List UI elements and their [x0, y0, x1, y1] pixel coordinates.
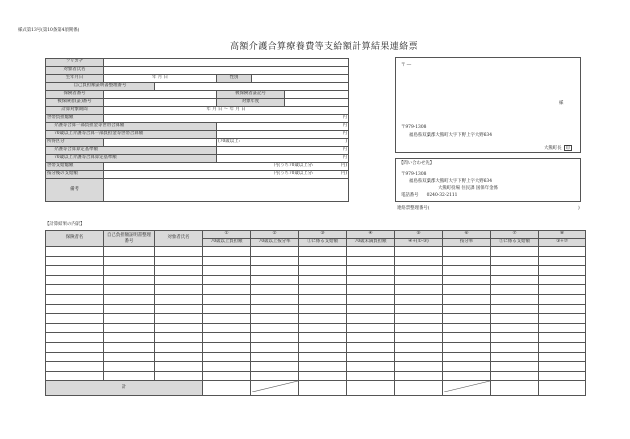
insurer-no-label: 保険者番号: [46, 91, 104, 99]
detail-cell[interactable]: [155, 352, 203, 362]
total-cell[interactable]: [491, 381, 539, 395]
detail-cell[interactable]: [251, 285, 299, 295]
detail-cell[interactable]: [299, 285, 347, 295]
detail-cell[interactable]: [104, 247, 155, 257]
detail-cell[interactable]: [443, 304, 491, 314]
detail-cell[interactable]: [251, 256, 299, 266]
table-row: [46, 256, 586, 266]
detail-table: [45, 230, 586, 396]
detail-cell[interactable]: [299, 333, 347, 343]
total-cell[interactable]: [395, 381, 443, 395]
table-row: [46, 352, 586, 362]
detail-cell[interactable]: [395, 256, 443, 266]
detail-cell[interactable]: [155, 275, 203, 285]
detail-cell[interactable]: [46, 275, 104, 285]
detail-cell[interactable]: [251, 362, 299, 372]
pay-subject-label: 按分後の支給額: [46, 171, 104, 179]
detail-cell[interactable]: [251, 342, 299, 352]
detail-cell[interactable]: [155, 285, 203, 295]
seal-icon: 印: [565, 145, 570, 150]
detail-cell[interactable]: [443, 342, 491, 352]
detail-cell[interactable]: [299, 314, 347, 324]
detail-cell[interactable]: [251, 275, 299, 285]
detail-cell[interactable]: [46, 314, 104, 324]
table-row: [46, 304, 586, 314]
detail-cell[interactable]: [104, 323, 155, 333]
detail-cell[interactable]: [155, 362, 203, 372]
total-label: 計: [46, 381, 203, 395]
detail-cell[interactable]: [395, 266, 443, 276]
table-row: [46, 323, 586, 333]
income-field[interactable]: [104, 139, 217, 147]
detail-cell[interactable]: [443, 352, 491, 362]
col-num-6: ⑥: [443, 231, 491, 239]
insured-symbol-field[interactable]: [285, 91, 349, 99]
table-row: [46, 294, 586, 304]
total-cell[interactable]: [299, 381, 347, 395]
detail-cell[interactable]: [539, 342, 586, 352]
detail-cell[interactable]: [395, 371, 443, 381]
name-label: 対象者氏名: [46, 67, 104, 75]
honorific: 様: [559, 101, 564, 106]
issuer-name: 大熊町長 印: [544, 145, 570, 151]
ins-no-field[interactable]: [104, 99, 217, 107]
detail-cell[interactable]: [46, 285, 104, 295]
detail-cell[interactable]: [539, 333, 586, 343]
col-num-7: ⑦: [491, 231, 539, 239]
total-cell[interactable]: [539, 381, 586, 395]
detail-cell[interactable]: [539, 275, 586, 285]
reference-number-close: ): [578, 206, 580, 211]
detail-cell[interactable]: [104, 294, 155, 304]
detail-cell[interactable]: [347, 342, 395, 352]
detail-cell[interactable]: [395, 342, 443, 352]
detail-cell[interactable]: [203, 371, 251, 381]
detail-cell[interactable]: [155, 314, 203, 324]
name-field[interactable]: [104, 67, 349, 75]
detail-cell[interactable]: [539, 285, 586, 295]
detail-cell[interactable]: [539, 294, 586, 304]
detail-cell[interactable]: [155, 304, 203, 314]
detail-cell[interactable]: [104, 275, 155, 285]
detail-heading: 【計算結果の内訳】: [45, 222, 85, 227]
table-row: [46, 314, 586, 324]
detail-cell[interactable]: [491, 294, 539, 304]
detail-cell[interactable]: [203, 266, 251, 276]
detail-cell[interactable]: [443, 333, 491, 343]
detail-cell[interactable]: [395, 352, 443, 362]
detail-cell[interactable]: [46, 371, 104, 381]
issuer-postal: 〒979-1308: [401, 125, 427, 130]
detail-cell[interactable]: [46, 362, 104, 372]
detail-cell[interactable]: [155, 342, 203, 352]
detail-cell[interactable]: [104, 266, 155, 276]
detail-cell[interactable]: [491, 304, 539, 314]
detail-cell[interactable]: [104, 285, 155, 295]
pay-insurer-amount: 円(うち70歳以上分: 円): [104, 163, 349, 171]
detail-cell[interactable]: [155, 256, 203, 266]
detail-cell[interactable]: [491, 266, 539, 276]
detail-cell[interactable]: [539, 304, 586, 314]
col-num-8: ⑧: [539, 231, 586, 239]
detail-cell[interactable]: [443, 256, 491, 266]
insurer-no-field[interactable]: [104, 91, 217, 99]
col-sub-1: 70歳以上負担額: [203, 239, 251, 247]
burden-b-yen: 円: [217, 131, 349, 139]
detail-cell[interactable]: [491, 371, 539, 381]
col-num-2: ②: [251, 231, 299, 239]
table-row: [46, 266, 586, 276]
detail-cell[interactable]: [395, 362, 443, 372]
pay-subject-amount: 円(うち70歳以上分: 円): [104, 171, 349, 179]
base-a-yen: 円: [217, 147, 349, 155]
detail-cell[interactable]: [251, 333, 299, 343]
target-year-label: 対象年度: [217, 99, 285, 107]
detail-cell[interactable]: [395, 294, 443, 304]
insured-symbol-label: 被保険者証記号: [217, 91, 285, 99]
reference-number-label: 連絡票整理番号(: [397, 206, 430, 211]
col-num-5: ⑤: [395, 231, 443, 239]
detail-cell[interactable]: [46, 352, 104, 362]
detail-cell[interactable]: [46, 256, 104, 266]
col-sub-5: ④+(①-③): [395, 239, 443, 247]
calc-period-field[interactable]: 年 月 日 〜 年 月 日: [104, 107, 349, 115]
form-id: 様式第13号(第10条第4項関係): [18, 28, 80, 33]
detail-cell[interactable]: [203, 275, 251, 285]
inquiry-department: 大熊町役場 住民課 国保年金係: [438, 186, 498, 191]
table-row: [46, 362, 586, 372]
detail-cell[interactable]: [395, 314, 443, 324]
total-cell[interactable]: [347, 381, 395, 395]
detail-cell[interactable]: [539, 247, 586, 257]
detail-cell[interactable]: [104, 362, 155, 372]
inquiry-address: 福島県双葉郡大熊町大字下野上字大野634: [409, 179, 493, 184]
recipient-postal: 〒 ―: [401, 63, 412, 68]
detail-cell[interactable]: [155, 247, 203, 257]
col-self-burden: 自己負担額証明書整理番号: [104, 231, 155, 247]
detail-cell[interactable]: [491, 256, 539, 266]
col-num-3: ③: [299, 231, 347, 239]
birth-label: 生年月日: [46, 75, 104, 83]
burden-total-yen: 円: [104, 115, 349, 123]
furigana-label: フリガナ: [46, 59, 104, 67]
remarks-label: 備考: [46, 179, 104, 202]
col-num-4: ④: [347, 231, 395, 239]
detail-cell[interactable]: [347, 333, 395, 343]
ins-no-label: 被保険者(証)番号: [46, 99, 104, 107]
detail-cell[interactable]: [203, 256, 251, 266]
detail-cell[interactable]: [347, 314, 395, 324]
detail-cell[interactable]: [395, 323, 443, 333]
detail-cell[interactable]: [251, 314, 299, 324]
detail-cell[interactable]: [539, 314, 586, 324]
detail-cell[interactable]: [104, 314, 155, 324]
total-cell-blank: [443, 381, 491, 395]
table-row: [46, 333, 586, 343]
detail-cell[interactable]: [251, 304, 299, 314]
detail-cell[interactable]: [347, 294, 395, 304]
detail-cell[interactable]: [155, 294, 203, 304]
burden-total-label: 世帯負担総額: [46, 115, 104, 123]
detail-cell[interactable]: [443, 294, 491, 304]
detail-cell[interactable]: [299, 352, 347, 362]
detail-cell[interactable]: [299, 256, 347, 266]
sex-label: 性別: [217, 75, 252, 83]
detail-cell[interactable]: [155, 333, 203, 343]
table-row: [46, 285, 586, 295]
detail-cell[interactable]: [203, 314, 251, 324]
detail-cell[interactable]: [491, 333, 539, 343]
detail-cell[interactable]: [347, 352, 395, 362]
detail-cell[interactable]: [251, 294, 299, 304]
detail-cell[interactable]: [539, 362, 586, 372]
detail-cell[interactable]: [203, 304, 251, 314]
col-sub-4: 70歳未満負担額: [347, 239, 395, 247]
detail-cell[interactable]: [299, 371, 347, 381]
detail-cell[interactable]: [395, 304, 443, 314]
col-sub-3: ①に係る支給額: [299, 239, 347, 247]
total-cell[interactable]: [203, 381, 251, 395]
burden-b-label: 70歳以上介護等合算一部負担金等世帯合算額: [46, 131, 217, 139]
detail-cell[interactable]: [491, 275, 539, 285]
base-b-label: 70歳以上介護等合算算定基準額: [46, 155, 217, 163]
detail-cell[interactable]: [299, 323, 347, 333]
detail-cell[interactable]: [443, 371, 491, 381]
birth-field[interactable]: 年 月 日: [104, 75, 217, 83]
detail-cell[interactable]: [539, 266, 586, 276]
base-b-yen: 円: [217, 155, 349, 163]
detail-cell[interactable]: [347, 371, 395, 381]
detail-cell[interactable]: [443, 314, 491, 324]
detail-cell[interactable]: [347, 323, 395, 333]
detail-cell[interactable]: [46, 323, 104, 333]
base-a-label: 介護等合算算定基準額: [46, 147, 217, 155]
detail-cell[interactable]: [46, 333, 104, 343]
detail-cell[interactable]: [155, 266, 203, 276]
detail-cell[interactable]: [491, 352, 539, 362]
issuer-address: 福島県双葉郡大熊町大字下野上字大野634: [409, 133, 493, 138]
detail-cell[interactable]: [347, 256, 395, 266]
inquiry-heading: 【問い合わせ先】: [399, 161, 435, 166]
detail-cell[interactable]: [203, 323, 251, 333]
detail-cell[interactable]: [347, 362, 395, 372]
sex-field[interactable]: [252, 75, 349, 83]
detail-cell[interactable]: [347, 247, 395, 257]
detail-cell[interactable]: [539, 371, 586, 381]
total-cell-blank: [251, 381, 299, 395]
detail-cell[interactable]: [299, 342, 347, 352]
detail-cell[interactable]: [299, 247, 347, 257]
detail-cell[interactable]: [46, 294, 104, 304]
col-sub-7: ⑤に係る支給額: [491, 239, 539, 247]
detail-cell[interactable]: [203, 247, 251, 257]
detail-cell[interactable]: [443, 275, 491, 285]
detail-cell[interactable]: [539, 256, 586, 266]
detail-cell[interactable]: [443, 247, 491, 257]
income-70-note: (70歳以上: ): [217, 139, 349, 147]
detail-cell[interactable]: [155, 371, 203, 381]
detail-cell[interactable]: [299, 362, 347, 372]
detail-cell[interactable]: [104, 256, 155, 266]
detail-cell[interactable]: [299, 266, 347, 276]
detail-cell[interactable]: [395, 275, 443, 285]
detail-cell[interactable]: [251, 371, 299, 381]
burden-a-yen: 円: [217, 123, 349, 131]
detail-cell[interactable]: [104, 352, 155, 362]
detail-cell[interactable]: [203, 362, 251, 372]
detail-cell[interactable]: [539, 352, 586, 362]
diagonal-slash: [252, 381, 298, 392]
detail-cell[interactable]: [491, 342, 539, 352]
detail-cell[interactable]: [155, 323, 203, 333]
detail-cell[interactable]: [347, 266, 395, 276]
detail-cell[interactable]: [203, 285, 251, 295]
detail-cell[interactable]: [203, 352, 251, 362]
table-row: [46, 342, 586, 352]
col-sub-6: 按分率: [443, 239, 491, 247]
page-title: 高額介護合算療養費等支給額計算結果連絡票: [230, 42, 419, 52]
detail-cell[interactable]: [443, 285, 491, 295]
pay-insurer-label: 世帯支給総額: [46, 163, 104, 171]
detail-cell[interactable]: [46, 266, 104, 276]
table-row: [46, 371, 586, 381]
burden-a-label: 介護等合算一部負担金等世帯合算額: [46, 123, 217, 131]
self-burden-no-label: 自己負担額証明書整理番号: [46, 83, 155, 91]
detail-cell[interactable]: [347, 285, 395, 295]
inquiry-phone: 電話番号 0240-32-2111: [401, 193, 458, 198]
detail-cell[interactable]: [299, 275, 347, 285]
furigana-field[interactable]: [104, 59, 349, 67]
detail-cell[interactable]: [491, 285, 539, 295]
table-row: [46, 275, 586, 285]
detail-cell[interactable]: [347, 275, 395, 285]
detail-cell[interactable]: [395, 285, 443, 295]
detail-cell[interactable]: [251, 266, 299, 276]
detail-cell[interactable]: [491, 247, 539, 257]
target-year-field[interactable]: [285, 99, 349, 107]
detail-cell[interactable]: [104, 342, 155, 352]
detail-cell[interactable]: [395, 247, 443, 257]
col-sub-2: 70歳以上按分率: [251, 239, 299, 247]
detail-cell[interactable]: [104, 371, 155, 381]
self-burden-no-field[interactable]: [155, 83, 349, 91]
detail-cell[interactable]: [347, 304, 395, 314]
detail-cell[interactable]: [251, 247, 299, 257]
detail-cell[interactable]: [104, 333, 155, 343]
inquiry-box: [395, 158, 581, 202]
income-label: 所得区分: [46, 139, 104, 147]
detail-cell[interactable]: [251, 352, 299, 362]
inquiry-postal: 〒979-1308: [401, 172, 427, 177]
calc-period-label: 計算対象期間: [46, 107, 104, 115]
col-num-1: ①: [203, 231, 251, 239]
table-row: [46, 247, 586, 257]
diagonal-slash: [444, 381, 490, 392]
detail-cell[interactable]: [299, 304, 347, 314]
detail-cell[interactable]: [443, 266, 491, 276]
detail-cell[interactable]: [203, 294, 251, 304]
detail-cell[interactable]: [491, 362, 539, 372]
main-form-table: [45, 58, 349, 202]
detail-cell[interactable]: [539, 323, 586, 333]
detail-cell[interactable]: [46, 342, 104, 352]
detail-cell[interactable]: [251, 323, 299, 333]
col-insurer: 保険者名: [46, 231, 104, 247]
detail-cell[interactable]: [443, 362, 491, 372]
detail-cell[interactable]: [491, 323, 539, 333]
detail-cell[interactable]: [203, 342, 251, 352]
col-sub-8: ③+⑦: [539, 239, 586, 247]
detail-cell[interactable]: [46, 247, 104, 257]
detail-cell[interactable]: [395, 333, 443, 343]
recipient-address-box: [395, 57, 581, 153]
detail-cell[interactable]: [46, 304, 104, 314]
detail-cell[interactable]: [491, 314, 539, 324]
detail-cell[interactable]: [203, 333, 251, 343]
detail-cell[interactable]: [299, 294, 347, 304]
detail-cell[interactable]: [443, 323, 491, 333]
remarks-field[interactable]: [104, 179, 349, 202]
detail-cell[interactable]: [104, 304, 155, 314]
col-name: 対象者氏名: [155, 231, 203, 247]
